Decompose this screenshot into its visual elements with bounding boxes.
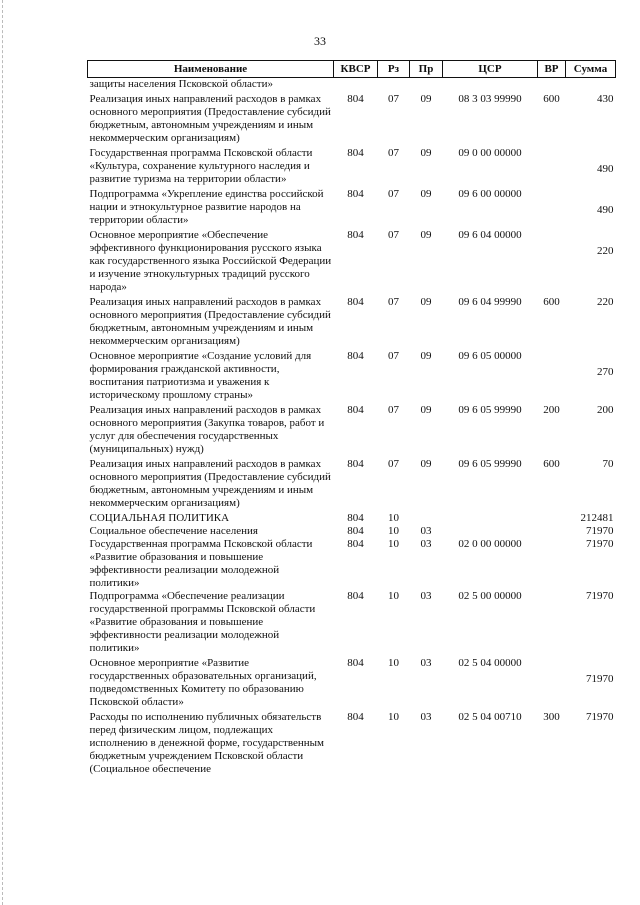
row-kvsr: 804 <box>347 657 364 669</box>
row-kvsr: 804 <box>347 711 364 723</box>
row-sum: 200 <box>597 404 614 416</box>
row-kvsr: 804 <box>347 350 364 362</box>
row-name: защиты населения Псковской области» <box>89 78 273 90</box>
budget-table <box>87 60 616 778</box>
row-csr <box>443 525 538 538</box>
table-header-row <box>88 61 616 78</box>
row-csr: 09 6 04 99990 <box>458 296 522 308</box>
row-vr <box>538 147 566 188</box>
row-pr: 09 <box>420 296 432 308</box>
row-kvsr: 804 <box>347 538 364 550</box>
row-csr: 02 5 04 00000 <box>458 657 522 669</box>
row-name: Подпрограмма «Обеспечение реализации государственной программы Псковской области «Развитие образования и повышение эффективности реализации молодежной политики» <box>89 590 316 654</box>
row-kvsr: 804 <box>347 93 364 105</box>
row-csr <box>443 78 538 94</box>
table-row <box>88 93 616 147</box>
row-sum: 220 <box>597 245 614 257</box>
row-sum: 71970 <box>586 525 614 537</box>
table-row <box>88 711 616 778</box>
row-pr: 03 <box>420 711 432 723</box>
row-sum: 71970 <box>586 538 614 550</box>
row-kvsr: 804 <box>347 296 364 308</box>
row-csr: 02 5 04 00710 <box>458 711 522 723</box>
row-kvsr: 804 <box>347 147 364 159</box>
row-vr <box>538 525 566 538</box>
row-vr <box>538 657 566 711</box>
row-name: Реализация иных направлений расходов в рамках основного мероприятия (Предоставление субсидий бюджетным, автономным учреждениям и иным некоммерческим организациям) <box>89 93 331 144</box>
row-name: Реализация иных направлений расходов в рамках основного мероприятия (Предоставление субсидий бюджетным, автономным учреждениям и иным некоммерческим организациям) <box>89 458 331 509</box>
page-number: 33 <box>314 34 326 48</box>
row-kvsr: 804 <box>347 525 364 537</box>
row-pr <box>410 512 443 525</box>
table-row <box>88 538 616 590</box>
row-csr: 08 3 03 99990 <box>458 93 522 105</box>
row-pr: 09 <box>420 229 432 241</box>
header-vr: ВР <box>538 61 566 78</box>
row-csr: 09 6 00 00000 <box>458 188 522 200</box>
row-rz: 10 <box>388 711 399 723</box>
header-name: Наименование <box>88 61 334 78</box>
row-rz: 10 <box>388 657 399 669</box>
row-rz: 07 <box>388 458 399 470</box>
row-rz: 10 <box>388 590 399 602</box>
row-sum: 71970 <box>586 590 614 602</box>
row-pr: 09 <box>420 350 432 362</box>
row-sum: 220 <box>597 296 614 308</box>
row-rz: 10 <box>388 525 399 537</box>
row-name: Основное мероприятие «Развитие государственных образовательных организаций, подведомственных Комитету по образованию Псковской области» <box>89 657 317 708</box>
row-rz: 07 <box>388 296 399 308</box>
row-name: СОЦИАЛЬНАЯ ПОЛИТИКА <box>89 512 230 524</box>
row-pr: 09 <box>420 458 432 470</box>
row-pr: 09 <box>420 188 432 200</box>
row-sum: 70 <box>602 458 614 470</box>
row-vr <box>538 512 566 525</box>
row-name: Государственная программа Псковской области «Развитие образования и повышение эффективности реализации молодежной политики» <box>89 538 313 589</box>
table-row <box>88 512 616 525</box>
row-vr: 300 <box>543 711 560 723</box>
row-kvsr: 804 <box>347 458 364 470</box>
header-rz: Рз <box>378 61 410 78</box>
row-vr <box>538 78 566 94</box>
header-pr: Пр <box>410 61 443 78</box>
row-pr: 03 <box>420 525 432 537</box>
header-sum: Сумма <box>566 61 616 78</box>
row-pr: 09 <box>420 147 432 159</box>
row-kvsr: 804 <box>347 229 364 241</box>
table-row <box>88 657 616 711</box>
table-row <box>88 229 616 296</box>
row-kvsr: 804 <box>347 512 364 524</box>
row-name: Основное мероприятие «Создание условий для формирования гражданской активности, воспитания патриотизма и уважения к историческому прошлому страны» <box>89 350 312 401</box>
row-vr: 600 <box>543 296 560 308</box>
row-csr <box>443 512 538 525</box>
row-pr: 03 <box>420 590 432 602</box>
row-sum: 71970 <box>586 673 614 685</box>
row-kvsr: 804 <box>347 404 364 416</box>
row-pr: 03 <box>420 538 432 550</box>
row-vr: 600 <box>543 458 560 470</box>
row-rz: 07 <box>388 229 399 241</box>
row-vr <box>538 188 566 229</box>
header-kvsr: КВСР <box>334 61 378 78</box>
table-row <box>88 404 616 458</box>
row-rz <box>378 78 410 94</box>
scan-edge-line <box>2 0 4 905</box>
table-row <box>88 458 616 512</box>
header-csr: ЦСР <box>443 61 538 78</box>
row-csr: 02 0 00 00000 <box>458 538 522 550</box>
row-name: Расходы по исполнению публичных обязательств перед физическим лицом, подлежащих исполнению в денежной форме, государственным бюджетным учреждением Псковской области (Социальное обеспечение <box>89 711 324 775</box>
row-pr: 03 <box>420 657 432 669</box>
row-rz: 07 <box>388 350 399 362</box>
row-pr: 09 <box>420 404 432 416</box>
row-vr <box>538 350 566 404</box>
row-vr: 200 <box>543 404 560 416</box>
row-name: Социальное обеспечение населения <box>89 525 258 537</box>
row-rz: 07 <box>388 188 399 200</box>
row-vr <box>538 538 566 590</box>
row-sum: 430 <box>597 93 614 105</box>
row-csr: 09 6 04 00000 <box>458 229 522 241</box>
row-kvsr: 804 <box>347 188 364 200</box>
row-csr: 09 0 00 00000 <box>458 147 522 159</box>
row-vr <box>538 590 566 657</box>
row-kvsr: 804 <box>347 590 364 602</box>
row-rz: 07 <box>388 404 399 416</box>
row-sum: 71970 <box>586 711 614 723</box>
row-pr: 09 <box>420 93 432 105</box>
row-rz: 07 <box>388 93 399 105</box>
row-name: Основное мероприятие «Обеспечение эффективного функционирования русского языка как государственного языка Российской Федерации и изучение этнокультурных традиций русского народа» <box>89 229 332 293</box>
table-row <box>88 525 616 538</box>
row-name: Государственная программа Псковской области «Культура, сохранение культурного наследия и развитие туризма на территории области» <box>89 147 313 185</box>
row-csr: 09 6 05 99990 <box>458 404 522 416</box>
row-pr <box>410 78 443 94</box>
row-sum: 490 <box>597 163 614 175</box>
row-csr: 02 5 00 00000 <box>458 590 522 602</box>
row-sum: 490 <box>597 204 614 216</box>
table-row <box>88 78 616 94</box>
row-vr: 600 <box>543 93 560 105</box>
row-csr: 09 6 05 00000 <box>458 350 522 362</box>
row-name: Реализация иных направлений расходов в рамках основного мероприятия (Закупка товаров, работ и услуг для обеспечения государственных (муниципальных) нужд) <box>89 404 325 455</box>
row-vr <box>538 229 566 296</box>
row-csr: 09 6 05 99990 <box>458 458 522 470</box>
table-row <box>88 147 616 188</box>
row-sum: 270 <box>597 366 614 378</box>
table-row <box>88 188 616 229</box>
row-sum: 212481 <box>580 512 614 524</box>
row-name: Подпрограмма «Укрепление единства российской нации и этнокультурное развитие народов на территории области» <box>89 188 324 226</box>
row-rz: 10 <box>388 538 399 550</box>
row-rz: 07 <box>388 147 399 159</box>
row-rz: 10 <box>388 512 399 524</box>
row-kvsr <box>334 78 378 94</box>
table-row <box>88 590 616 657</box>
table-row <box>88 296 616 350</box>
table-row <box>88 350 616 404</box>
row-name: Реализация иных направлений расходов в рамках основного мероприятия (Предоставление субсидий бюджетным, автономным учреждениям и иным некоммерческим организациям) <box>89 296 331 347</box>
row-sum <box>566 78 616 94</box>
